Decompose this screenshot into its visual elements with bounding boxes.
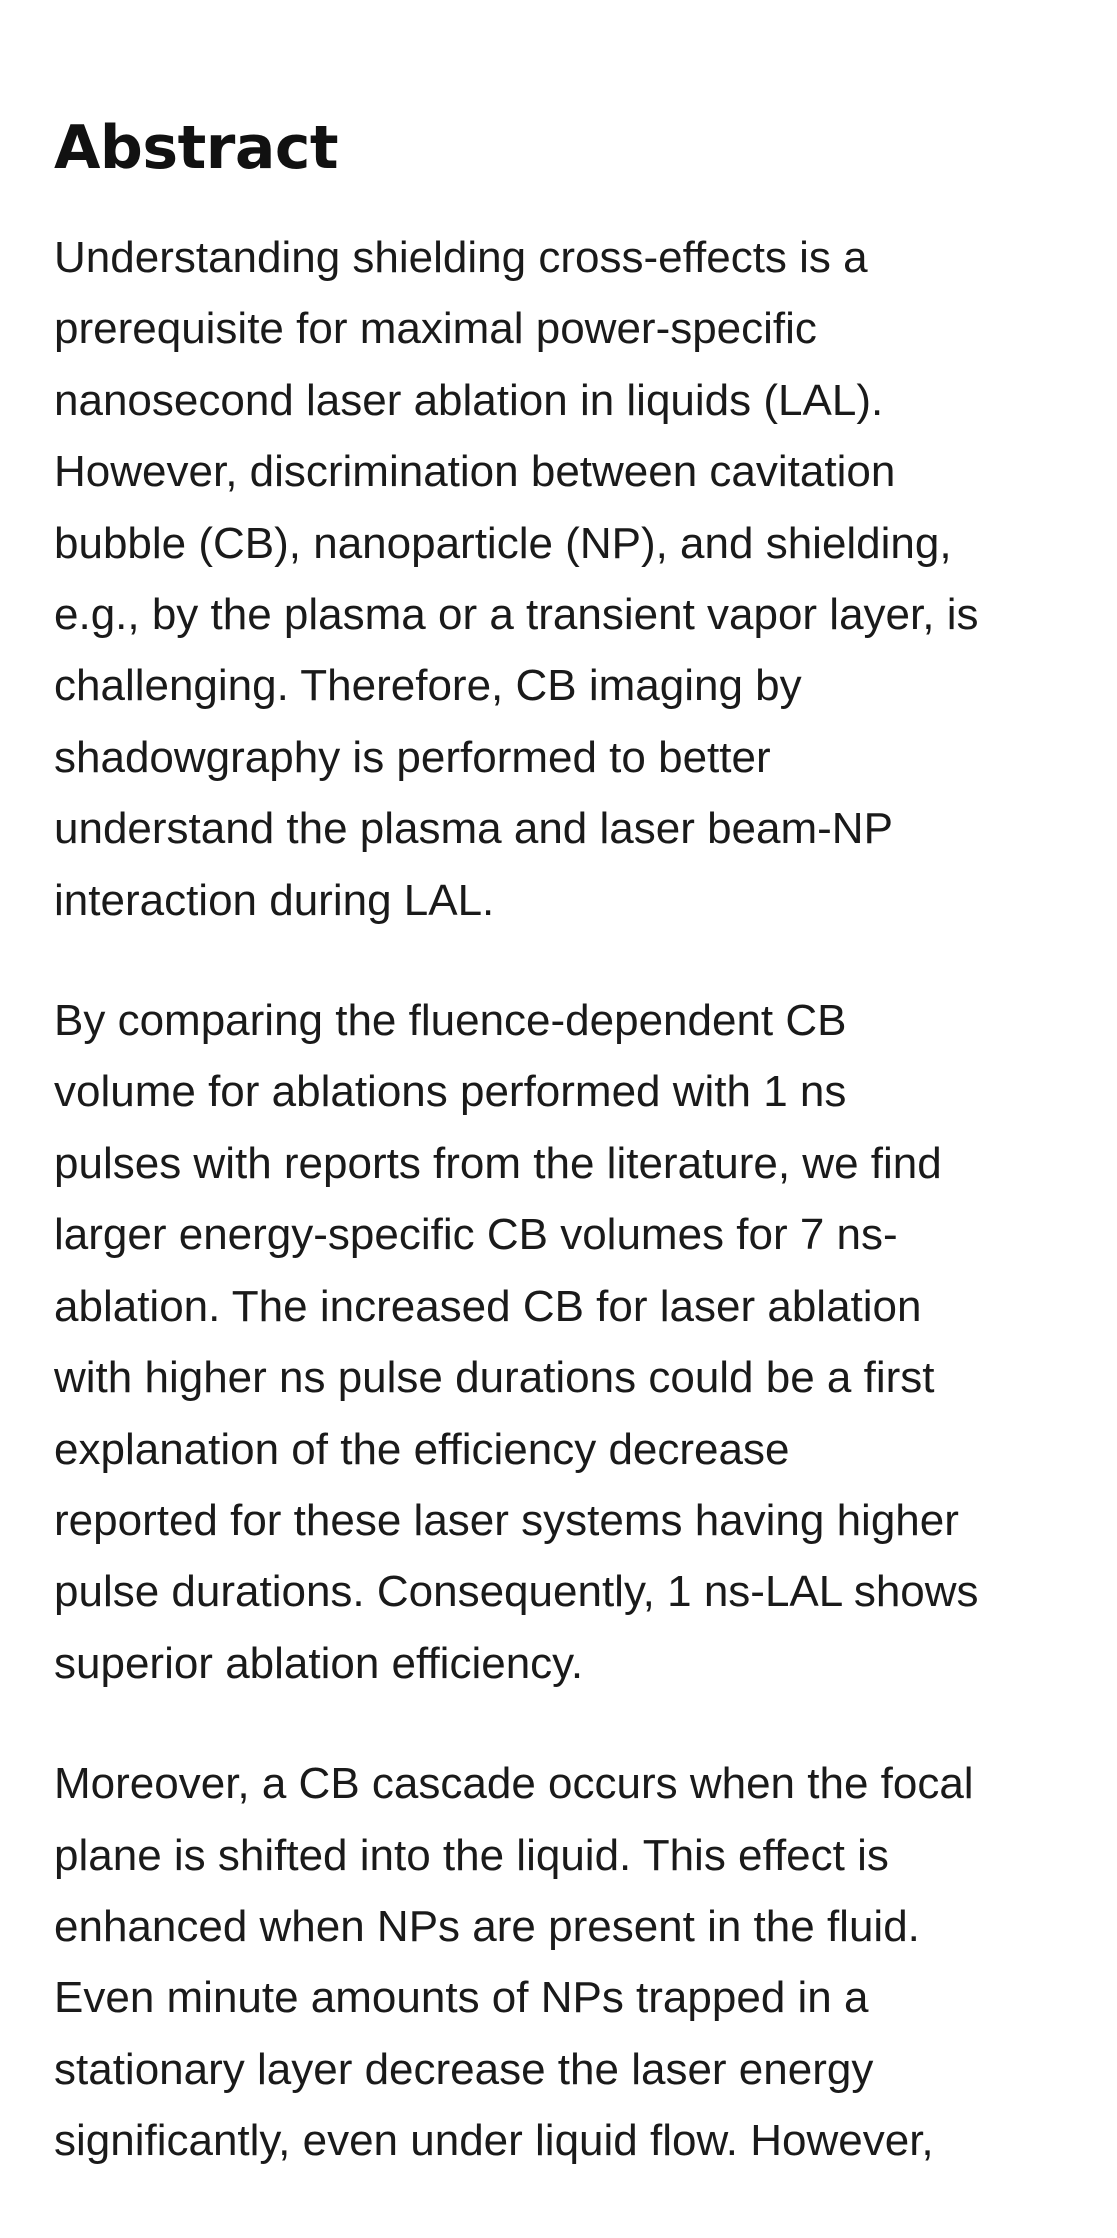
text-line: By comparing the fluence-dependent CB <box>54 996 847 1046</box>
text-line: with higher ns pulse durations could be a first <box>54 1353 935 1403</box>
abstract-paragraph-2 <box>54 985 1084 1699</box>
text-line: challenging. Therefore, CB imaging by <box>54 661 802 711</box>
text-line: volume for ablations performed with 1 ns <box>54 1067 847 1117</box>
abstract-body <box>54 222 1084 2226</box>
abstract-heading: Abstract <box>54 113 339 183</box>
text-line: understand the plasma and laser beam-NP <box>54 804 893 854</box>
text-line: prerequisite for maximal power-specific <box>54 304 817 354</box>
text-line: enhanced when NPs are present in the fluid. <box>54 1901 920 1951</box>
abstract-paragraph-3 <box>54 1748 1084 2176</box>
text-line: explanation of the efficiency decrease <box>54 1424 790 1474</box>
text-line: larger energy-specific CB volumes for 7 ns- <box>54 1210 898 1260</box>
text-line: interaction during LAL. <box>54 875 495 925</box>
text-line: shadowgraphy is performed to better <box>54 732 771 782</box>
text-line: bubble (CB), nanoparticle (NP), and shielding, <box>54 518 952 568</box>
text-line: However, discrimination between cavitation <box>54 447 896 497</box>
text-line: pulse durations. Consequently, 1 ns-LAL shows <box>54 1567 979 1617</box>
text-line: superior ablation efficiency. <box>54 1638 584 1688</box>
text-line: pulses with reports from the literature, we find <box>54 1138 942 1188</box>
text-line: e.g., by the plasma or a transient vapor layer, is <box>54 590 979 640</box>
text-line: reported for these laser systems having higher <box>54 1495 959 1545</box>
text-line: Understanding shielding cross-effects is a <box>54 233 868 282</box>
text-line: plane is shifted into the liquid. This effect is <box>54 1830 889 1880</box>
text-line: stationary layer decrease the laser energy <box>54 2044 874 2094</box>
text-line: Even minute amounts of NPs trapped in a <box>54 1973 869 2023</box>
text-line: significantly, even under liquid flow. However, <box>54 2116 934 2166</box>
text-line: Moreover, a CB cascade occurs when the focal <box>54 1759 974 1809</box>
text-line: ablation. The increased CB for laser ablation <box>54 1281 922 1331</box>
abstract-paragraph-1 <box>54 222 1084 936</box>
text-line: nanosecond laser ablation in liquids (LAL). <box>54 375 884 425</box>
